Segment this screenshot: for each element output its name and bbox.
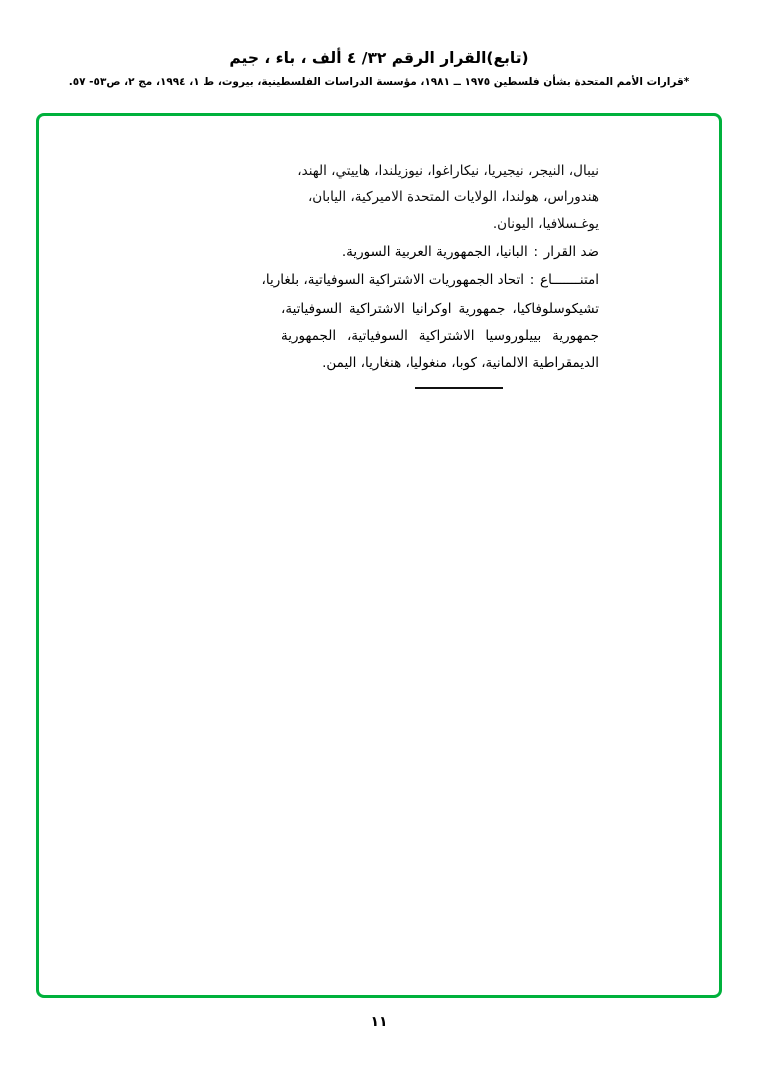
abstain-row (199, 267, 599, 293)
abstain-value-first-line: اتحاد الجمهوريات الاشتراكية السوفياتية، بلغاريا، (261, 272, 525, 289)
content-frame (36, 113, 722, 998)
abstain-value-continued: تشيكوسلوفاكيا، جمهورية اوكرانيا الاشتراكية السوفياتية، جمهورية بييلوروسيا الاشتراكية السوفياتية، الجمهورية الديمقراطية الالمانية، كوبا، منغوليا، هنغاريا، اليمن. (281, 300, 599, 371)
countries-voting-for-list: نيبال، النيجر، نيجيريا، نيكاراغوا، نيوزيلندا، هاييتي، الهند، هندوراس، هولندا، الولايات المتحدة الاميركية، اليابان، يوغـسلافيا، اليونان. (297, 163, 599, 232)
abstain-colon: : (529, 272, 535, 289)
document-header (0, 48, 758, 90)
body-text-block (199, 158, 599, 389)
against-row (199, 239, 599, 265)
against-colon: : (533, 243, 539, 260)
against-label: ضد القرار (543, 243, 599, 260)
page-number: ١١ (370, 1014, 388, 1030)
horizontal-rule (415, 387, 503, 389)
against-value: البانيا، الجمهورية العربية السورية. (341, 243, 528, 260)
source-citation: *قرارات الأمم المتحدة بشأن فلسطين ١٩٧٥ ــ ١٩٨١، مؤسسة الدراسات الفلسطينية، بيروت، ط ١، ١٩٩٤، مج ٢، ص٥٣- ٥٧. (68, 76, 690, 89)
abstain-label: امتنـــــــاع (540, 272, 599, 289)
page-title: (تابع)القرار الرقم ٣٢/ ٤ ألف ، باء ، جيم (229, 49, 529, 67)
